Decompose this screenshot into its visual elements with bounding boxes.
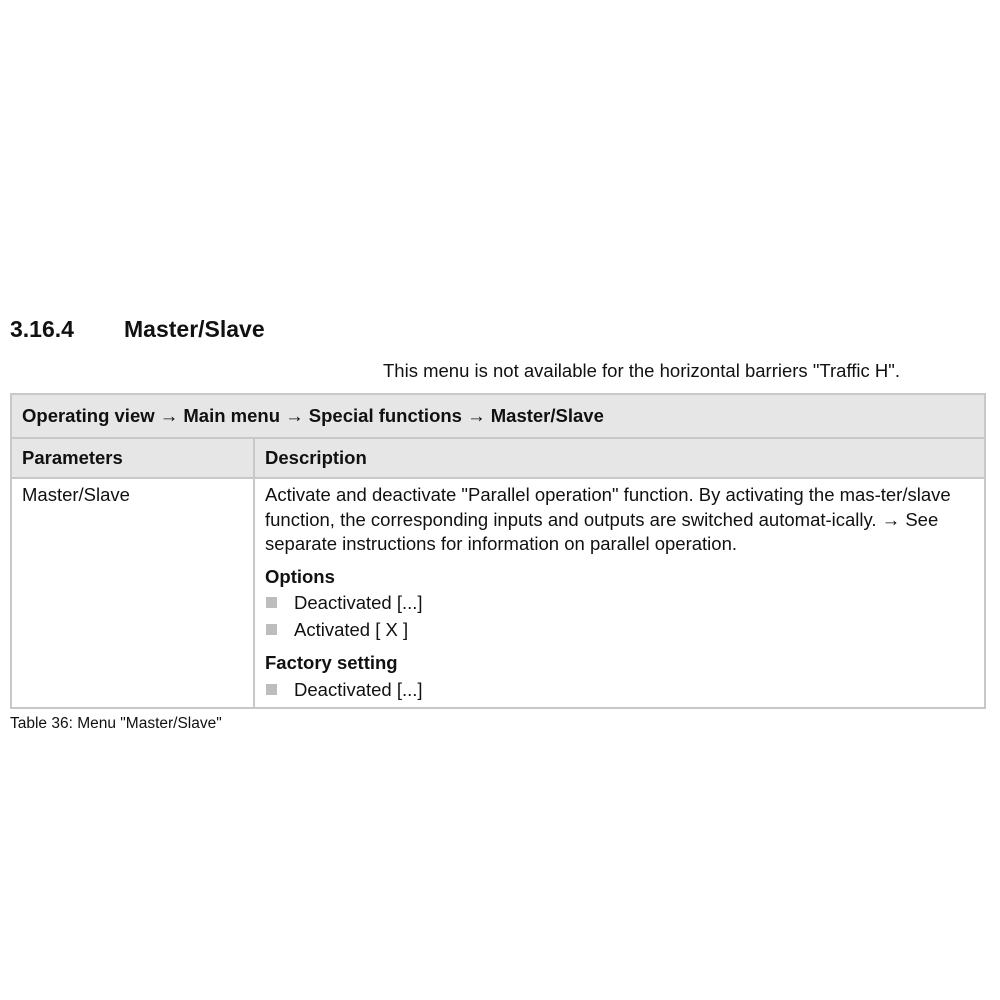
option-item bbox=[265, 616, 974, 643]
factory-setting-value: Deactivated [...] bbox=[294, 678, 423, 700]
factory-setting-heading: Factory setting bbox=[265, 652, 398, 673]
table-row bbox=[11, 478, 985, 708]
description-text: Activate and deactivate "Parallel operation" function. By activating the mas-ter/slave function, the corresponding inputs and outputs are switched automat-ically. → See separate instructions for information on parallel operation. bbox=[265, 484, 951, 554]
menu-table bbox=[10, 393, 986, 709]
factory-setting-item bbox=[265, 676, 974, 703]
options-heading: Options bbox=[265, 565, 335, 587]
menu-path-row bbox=[11, 394, 985, 438]
section-title: Master/Slave bbox=[124, 316, 265, 342]
square-bullet-icon bbox=[266, 684, 277, 695]
square-bullet-icon bbox=[266, 624, 277, 635]
header-description: Description bbox=[254, 438, 985, 478]
parameter-cell: Master/Slave bbox=[11, 478, 254, 708]
table-caption: Table 36: Menu "Master/Slave" bbox=[10, 715, 222, 732]
square-bullet-icon bbox=[266, 597, 277, 608]
option-label: Deactivated [...] bbox=[294, 592, 423, 613]
option-item bbox=[265, 589, 974, 616]
availability-note: This menu is not available for the horizontal barriers "Traffic H". bbox=[383, 360, 900, 381]
section-number: 3.16.4 bbox=[10, 316, 74, 342]
table-header-row bbox=[11, 438, 985, 478]
menu-path: Operating view → Main menu → Special functions → Master/Slave bbox=[11, 394, 985, 438]
option-label: Activated [ X ] bbox=[294, 619, 409, 640]
description-cell bbox=[254, 478, 985, 708]
header-parameters: Parameters bbox=[11, 438, 254, 478]
section-heading bbox=[10, 316, 265, 343]
